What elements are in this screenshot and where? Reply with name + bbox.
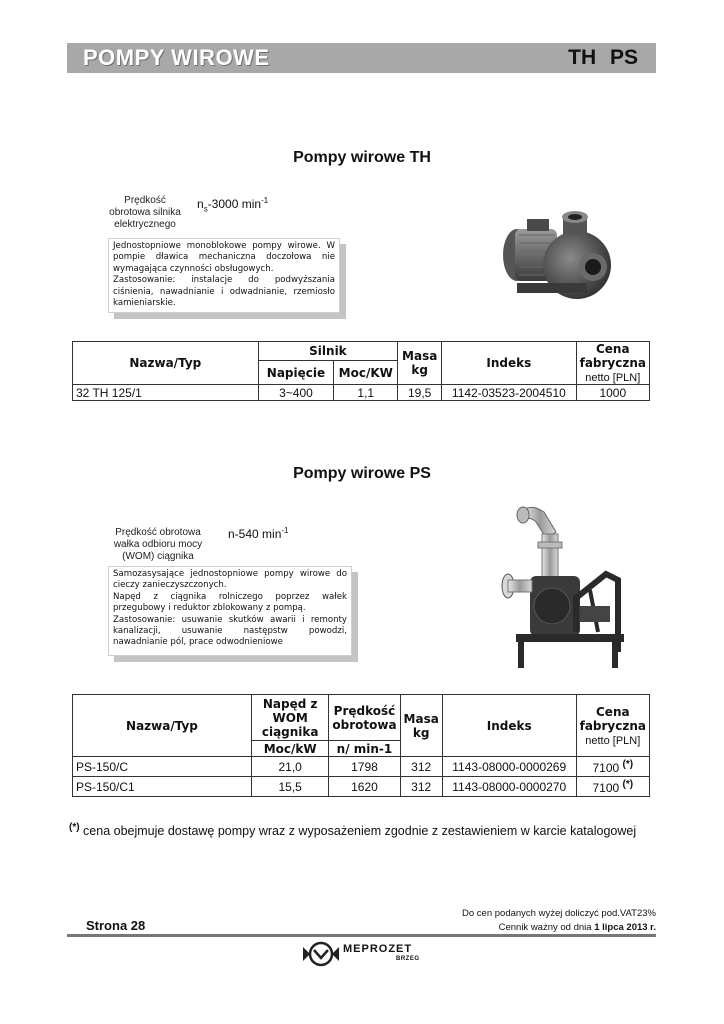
footnote (69, 822, 636, 838)
th-description-box (108, 238, 340, 313)
th-description-text: Zastosowanie: instalacje do podwyższania ciśnienia, nawadnianie i odwadnianie, rzemiosło kamieniarskie. (113, 275, 335, 309)
cell-rpm: 1620 (329, 777, 400, 797)
logo-city: BRZEG (396, 956, 420, 962)
table-row (73, 777, 650, 797)
col-header-speed: Prędkość obrotowa (329, 695, 400, 741)
col-header-mass: Masa kg (400, 695, 442, 757)
cell-rpm: 1798 (329, 757, 400, 777)
ps-speed-number: n-540 min (228, 527, 282, 541)
footer-divider (67, 934, 656, 937)
logo-name: MEPROZET (343, 943, 413, 955)
ps-speed-value (228, 526, 289, 541)
col-header-mass: Masa kg (398, 342, 442, 385)
cell-name: PS-150/C1 (73, 777, 252, 797)
price-unit: netto [PLN] (585, 734, 641, 747)
th-section-title: Pompy wirowe TH (293, 149, 431, 166)
th-speed-prefix: n (197, 197, 204, 211)
cell-mass: 312 (400, 757, 442, 777)
col-header-voltage: Napięcie (258, 361, 334, 385)
page-number: Strona 28 (86, 918, 146, 933)
table-row (73, 385, 650, 401)
cell-price (576, 777, 649, 797)
cell-index: 1143-08000-0000270 (442, 777, 576, 797)
price-unit: netto [PLN] (585, 372, 641, 384)
col-header-name: Nazwa/Typ (73, 695, 252, 757)
ps-speed-label-line: wałka odbioru mocy (113, 539, 203, 550)
cell-power: 15,5 (251, 777, 328, 797)
price-label: Cena fabryczna (579, 704, 646, 733)
cell-voltage: 3~400 (258, 385, 334, 401)
col-header-name: Nazwa/Typ (73, 342, 259, 385)
footnote-mark: (*) (69, 822, 80, 833)
ps-section-title: Pompy wirowe PS (293, 465, 431, 482)
th-price-table (72, 341, 650, 401)
col-header-drive: Napęd z WOM ciągnika (251, 695, 328, 741)
ps-speed-sup: -1 (281, 526, 289, 535)
footnote-text: cena obejmuje dostawę pompy wraz z wyposażeniem zgodnie z zestawieniem w karcie katalogowej (83, 824, 637, 839)
th-speed-sup: -1 (261, 196, 269, 205)
ps-description-text: Zastosowanie: usuwanie skutków awarii i remonty kanalizacji, usuwanie następstw powodzi, nawadnianie pól, prace odwodnieniowe (113, 614, 347, 648)
col-header-power: Moc/kW (251, 741, 328, 757)
th-speed-number: -3000 min (207, 197, 262, 211)
cell-power: 21,0 (251, 757, 328, 777)
ps-speed-label (108, 527, 208, 563)
th-speed-sub: s (203, 204, 208, 214)
electric-pump-icon (497, 205, 617, 315)
col-header-motor: Silnik (258, 342, 398, 361)
ps-speed-label-line: (WOM) ciągnika (122, 551, 194, 562)
price-mark: (*) (622, 758, 634, 770)
th-speed-label (100, 195, 190, 231)
ps-price-table (72, 694, 650, 797)
col-header-price (576, 695, 649, 757)
col-header-index: Indeks (442, 342, 576, 385)
col-header-index: Indeks (442, 695, 576, 757)
price-value: 7100 (592, 780, 620, 795)
validity-prefix: Cennik ważny od dnia (498, 922, 592, 933)
ps-description-text: Napęd z ciągnika rolniczego poprzez wałek przegubowy i reduktor zblokowany z pompą. (113, 591, 347, 614)
ps-description-box (108, 566, 352, 656)
tractor-pump-icon (494, 502, 634, 672)
cell-power: 1,1 (334, 385, 398, 401)
cell-index: 1143-08000-0000269 (442, 757, 576, 777)
ps-speed-label-line: Prędkość obrotowa (115, 527, 201, 538)
price-mark: (*) (622, 778, 634, 790)
th-speed-label-line: Prędkość (124, 195, 166, 206)
validity-note (462, 921, 656, 935)
price-notes (462, 907, 656, 935)
vat-note: Do cen podanych wyżej doliczyć pod.VAT23% (462, 908, 656, 919)
price-label: Cena fabryczna (579, 342, 646, 370)
table-row (73, 757, 650, 777)
price-value: 7100 (592, 760, 620, 775)
ps-description-text: Samozasysające jednostopniowe pompy wirowe do cieczy zanieczyszczonych. (113, 569, 347, 591)
cell-name: PS-150/C (73, 757, 252, 777)
cell-mass: 19,5 (398, 385, 442, 401)
col-header-power: Moc/KW (334, 361, 398, 385)
cell-index: 1142-03523-2004510 (442, 385, 576, 401)
meprozet-logo-icon (302, 941, 340, 967)
cell-price (576, 757, 649, 777)
validity-date: 1 lipca 2013 r. (594, 922, 656, 933)
col-header-rpm: n/ min-1 (329, 741, 400, 757)
product-codes: TH PS (568, 46, 638, 69)
cell-price: 1000 (576, 385, 649, 401)
th-description-text: Jednostopniowe monoblokowe pompy wirowe. W pompie dławica mechaniczna doczołowa nie wymagająca czynności obsługowych. (113, 241, 335, 274)
cell-name: 32 TH 125/1 (73, 385, 259, 401)
col-header-price (576, 342, 649, 385)
th-speed-label-line: obrotowa silnika (109, 207, 181, 218)
th-speed-value (197, 196, 268, 213)
th-speed-label-line: elektrycznego (114, 219, 176, 230)
page-title: POMPY WIROWE (83, 45, 270, 70)
cell-mass: 312 (400, 777, 442, 797)
